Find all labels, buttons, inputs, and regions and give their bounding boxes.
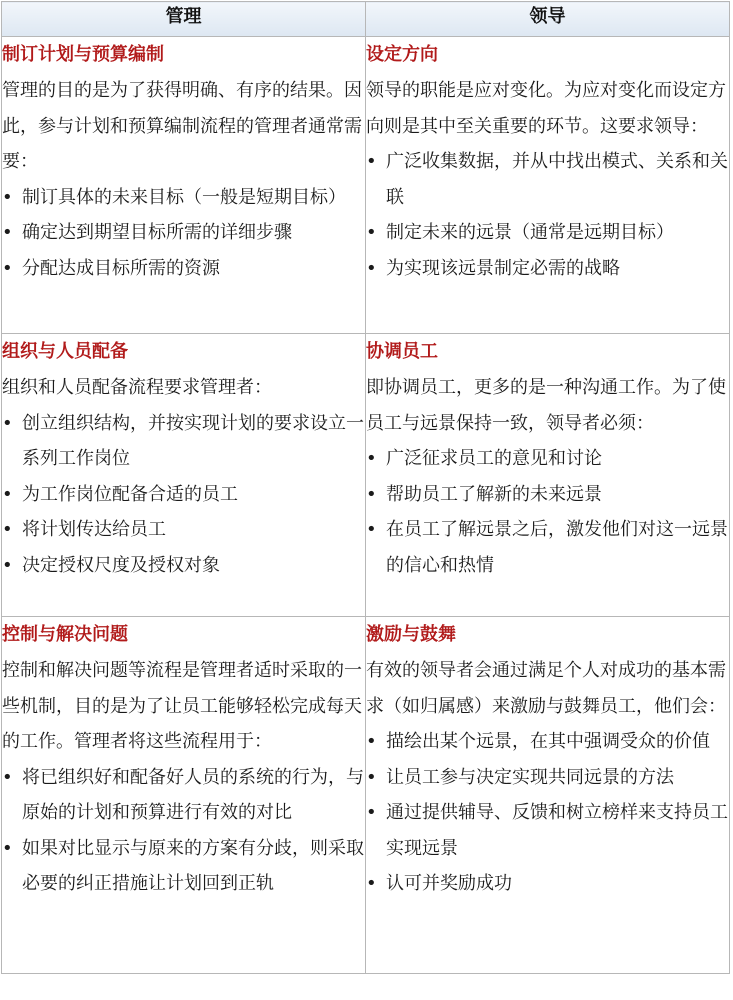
table-row xyxy=(2,334,730,617)
list-item: • 制订具体的未来目标（一般是短期目标） xyxy=(2,180,365,216)
list-item: • 决定授权尺度及授权对象 xyxy=(2,548,365,584)
list-item: • 广泛征求员工的意见和讨论 xyxy=(366,441,729,477)
section-intro: 领导的职能是应对变化。为应对变化而设定方向则是其中至关重要的环节。这要求领导： xyxy=(366,80,726,137)
bullet-list xyxy=(2,180,365,287)
list-item: • 确定达到期望目标所需的详细步骤 xyxy=(2,215,365,251)
management-cell xyxy=(2,334,366,617)
leadership-cell xyxy=(366,37,730,334)
table-row xyxy=(2,617,730,974)
list-item: • 描绘出某个远景，在其中强调受众的价值 xyxy=(366,724,729,760)
management-vs-leadership-table xyxy=(1,1,730,974)
section-intro: 管理的目的是为了获得明确、有序的结果。因此，参与计划和预算编制流程的管理者通常需要： xyxy=(2,80,362,172)
section-intro: 即协调员工，更多的是一种沟通工作。为了使员工与远景保持一致，领导者必须： xyxy=(366,377,726,434)
list-item: • 广泛收集数据，并从中找出模式、关系和关联 xyxy=(366,144,729,215)
bullet-list xyxy=(366,724,729,902)
section-title: 制订计划与预算编制 xyxy=(2,44,164,65)
leadership-cell xyxy=(366,334,730,617)
table-row xyxy=(2,37,730,334)
list-item: • 为工作岗位配备合适的员工 xyxy=(2,477,365,513)
list-item: • 如果对比显示与原来的方案有分歧，则采取必要的纠正措施让计划回到正轨 xyxy=(2,831,365,902)
column-header-management: 管理 xyxy=(2,2,366,37)
section-title: 协调员工 xyxy=(366,341,438,362)
section-intro: 控制和解决问题等流程是管理者适时采取的一些机制，目的是为了让员工能够轻松完成每天的工作。管理者将这些流程用于： xyxy=(2,660,362,752)
column-header-leadership: 领导 xyxy=(366,2,730,37)
management-cell xyxy=(2,617,366,974)
section-title: 激励与鼓舞 xyxy=(366,624,456,645)
section-intro: 组织和人员配备流程要求管理者： xyxy=(2,377,272,398)
section-title: 组织与人员配备 xyxy=(2,341,128,362)
list-item: • 创立组织结构，并按实现计划的要求设立一系列工作岗位 xyxy=(2,406,365,477)
section-title: 设定方向 xyxy=(366,44,438,65)
list-item: • 在员工了解远景之后，激发他们对这一远景的信心和热情 xyxy=(366,512,729,583)
list-item: • 分配达成目标所需的资源 xyxy=(2,251,365,287)
list-item: • 认可并奖励成功 xyxy=(366,866,729,902)
section-intro: 有效的领导者会通过满足个人对成功的基本需求（如归属感）来激励与鼓舞员工，他们会： xyxy=(366,660,726,717)
list-item: • 制定未来的远景（通常是远期目标） xyxy=(366,215,729,251)
management-cell xyxy=(2,37,366,334)
list-item: • 为实现该远景制定必需的战略 xyxy=(366,251,729,287)
list-item: • 让员工参与决定实现共同远景的方法 xyxy=(366,760,729,796)
list-item: • 帮助员工了解新的未来远景 xyxy=(366,477,729,513)
bullet-list xyxy=(366,144,729,286)
list-item: • 将已组织好和配备好人员的系统的行为，与原始的计划和预算进行有效的对比 xyxy=(2,760,365,831)
list-item: • 通过提供辅导、反馈和树立榜样来支持员工实现远景 xyxy=(366,795,729,866)
bullet-list xyxy=(2,406,365,584)
bullet-list xyxy=(366,441,729,583)
list-item: • 将计划传达给员工 xyxy=(2,512,365,548)
section-title: 控制与解决问题 xyxy=(2,624,128,645)
leadership-cell xyxy=(366,617,730,974)
bullet-list xyxy=(2,760,365,902)
